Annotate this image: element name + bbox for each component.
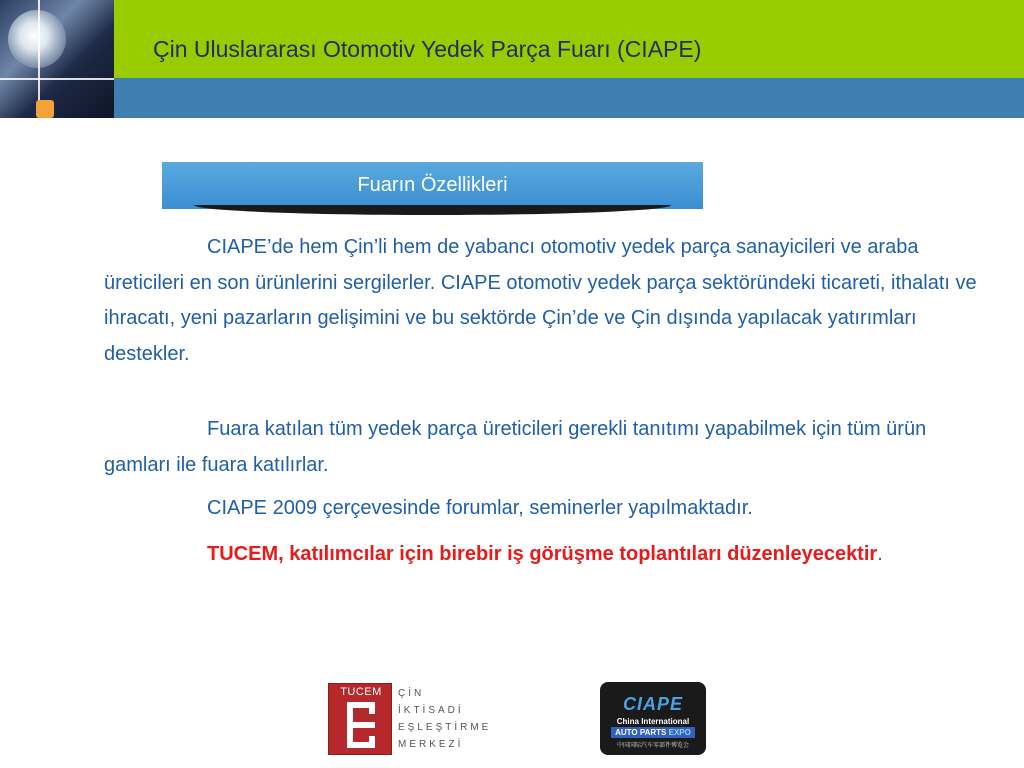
decorative-square	[36, 100, 54, 118]
paragraph-highlight	[207, 535, 984, 573]
page-title: Çin Uluslararası Otomotiv Yedek Parça Fuarı (CIAPE)	[153, 36, 702, 62]
ciape-logo-subtitle: China International	[616, 717, 690, 726]
headlight-image	[8, 10, 66, 68]
ciape-logo	[600, 682, 706, 755]
header-car-photo	[0, 0, 114, 118]
tucem-line: İKTİSADİ	[398, 705, 464, 716]
tucem-line: EŞLEŞTİRME	[398, 722, 492, 733]
ciape-logo-chinese: 中国国际汽车零部件博览会	[616, 743, 689, 749]
tucem-line: MERKEZİ	[398, 739, 464, 750]
section-title: Fuarın Özellikleri	[357, 174, 508, 196]
paragraph-text: Fuara katılan tüm yedek parça üreticileri gerekli tanıtımı yapabilmek için tüm ürün gamları ile fuara katılırlar.	[104, 418, 927, 476]
section-banner-shadow	[194, 205, 671, 215]
header-blue-band	[114, 78, 1024, 118]
decorative-line	[0, 78, 114, 80]
tucem-logo-box	[328, 683, 392, 755]
ciape-badge-main: AUTO PARTS	[615, 728, 667, 737]
ciape-badge-expo: EXPO	[668, 728, 691, 737]
tucem-mark-icon	[347, 702, 375, 748]
tucem-logo-text	[398, 685, 491, 753]
tucem-logo	[328, 683, 492, 755]
highlight-text: TUCEM, katılımcılar için birebir iş görüşme toplantıları düzenleyecektir	[207, 543, 878, 565]
tucem-logo-label: TUCEM	[340, 686, 382, 698]
ciape-logo-badge	[611, 727, 695, 738]
paragraph-forums: CIAPE 2009 çerçevesinde forumlar, seminerler yapılmaktadır.	[207, 497, 753, 519]
highlight-end: .	[877, 543, 883, 565]
paragraph-text: CIAPE’de hem Çin’li hem de yabancı otomotiv yedek parça sanayicileri ve araba üreticileri en son ürünlerini sergilerler. CIAPE otomotiv yedek parça sektöründeki ticareti, ithalatı ve ihracatı, yeni pazarların gelişimini ve bu sektörde Çin’de ve Çin dışında yapılacak yatırımları destekler.	[104, 236, 977, 365]
paragraph-ciape-overview	[104, 230, 984, 372]
paragraph-participants	[104, 412, 984, 483]
tucem-line: ÇİN	[398, 688, 425, 699]
ciape-logo-word: CIAPE	[622, 694, 683, 714]
